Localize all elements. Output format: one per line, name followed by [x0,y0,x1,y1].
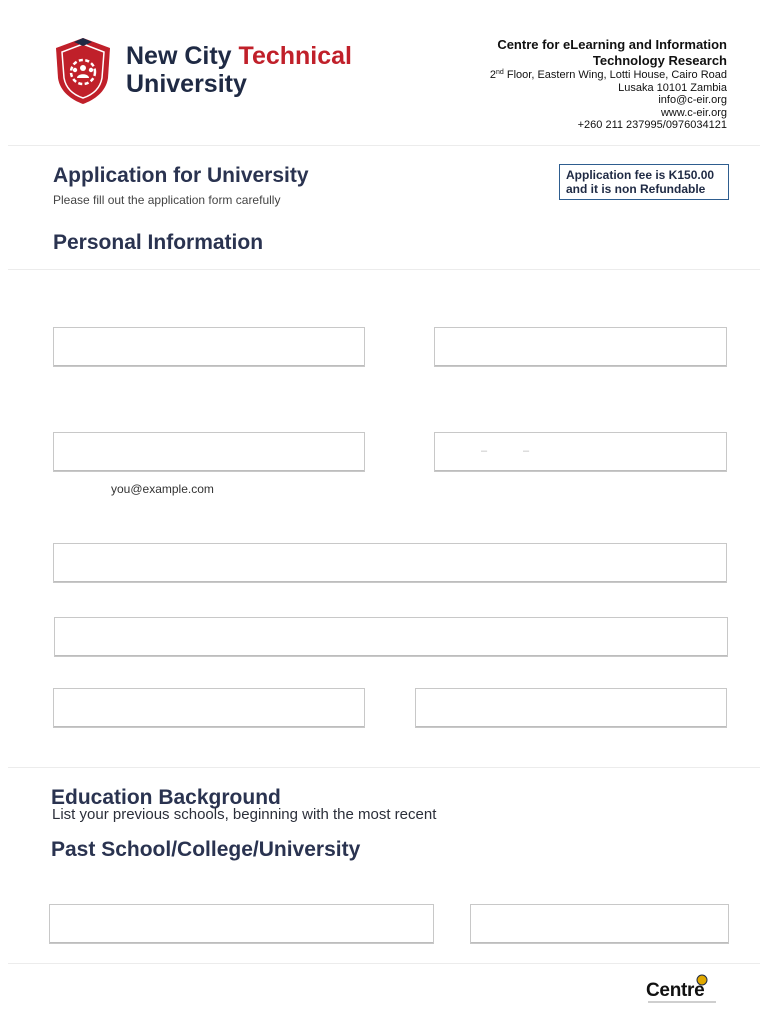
org-name-line-2: Technology Research [592,53,727,68]
school-year-input[interactable] [470,904,729,944]
section-divider-2 [8,767,760,768]
first-name-input[interactable] [53,327,365,367]
university-name [126,42,352,98]
footer-divider [8,963,760,964]
org-address-line-2: Lusaka 10101 Zambia [618,81,727,94]
city-input[interactable] [53,688,365,728]
org-email[interactable]: info@c-eir.org [658,94,727,107]
last-name-input[interactable] [434,327,727,367]
org-phone: +260 211 237995/0976034121 [577,119,727,132]
page-subtitle: Please fill out the application form carefully [53,193,281,207]
org-website[interactable]: www.c-eir.org [660,106,727,119]
postal-code-input[interactable] [415,688,727,728]
phone-separator-1: – [481,445,488,457]
address-rest: Floor, Eastern Wing, Lotti House, Cairo Road [503,69,727,81]
address-line-2-input[interactable] [54,617,728,657]
education-subtitle: List your previous schools, beginning with the most recent [52,806,437,823]
fee-notice [559,164,729,200]
brand-name-line-2: University [126,70,247,98]
section-divider [8,269,760,270]
past-school-heading: Past School/College/University [51,838,361,861]
centre-logo-tagline-decoration [648,1001,716,1003]
org-address-line-1 [490,69,727,82]
centre-logo-text: Centre [646,980,705,1001]
phone-input[interactable] [434,432,727,472]
address-line-1-input[interactable] [53,543,727,583]
brand-name-part-1: New City [126,42,239,70]
centre-footer-logo [646,974,726,1004]
email-input[interactable] [53,432,365,472]
org-name-line-1: Centre for eLearning and Information [497,37,727,52]
floor-ordinal: nd [496,69,504,76]
personal-information-heading: Personal Information [53,231,264,254]
education-heading: Education Background [51,786,281,809]
phone-separator-2: – [523,445,530,457]
organization-contact [490,37,727,132]
brand-name-part-2: Technical [238,42,352,70]
school-name-input[interactable] [49,904,434,944]
fee-notice-line-1: Application fee is K150.00 [566,168,715,182]
email-hint: you@example.com [111,482,214,496]
header-divider [8,145,760,146]
university-shield-logo-icon [52,36,114,106]
floor-number: 2 [489,69,497,81]
page-title: Application for University [53,164,309,187]
fee-notice-line-2: and it is non Refundable [566,182,706,196]
